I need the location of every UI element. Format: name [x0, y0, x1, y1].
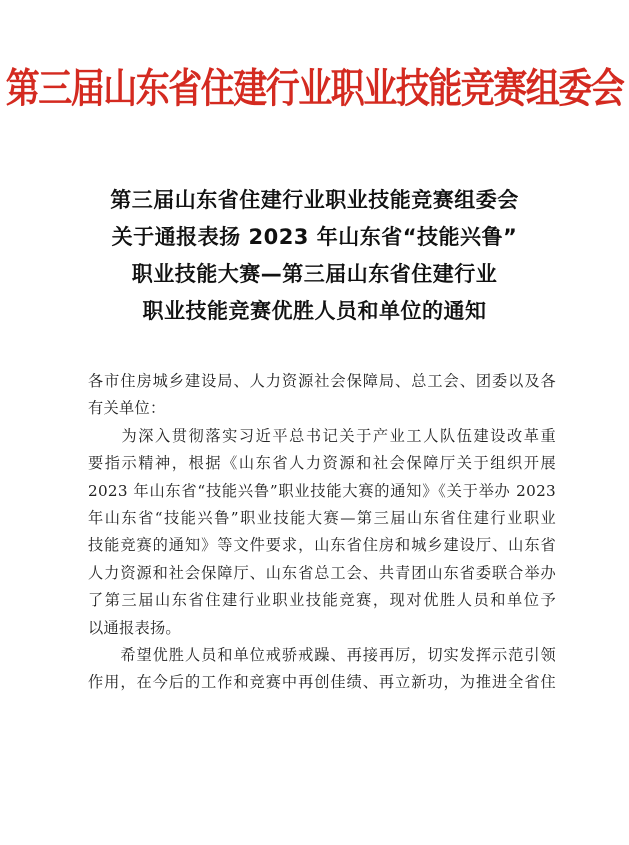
title-line: 职业技能大赛—第三届山东省住建行业	[131, 262, 498, 286]
title-line: 职业技能竞赛优胜人员和单位的通知	[142, 299, 487, 323]
notice-body	[88, 368, 556, 697]
paragraph-line: 2023 年山东省“技能兴鲁”职业技能大赛的通知》《关于举办 2023	[88, 481, 556, 500]
addressee-line: 各市住房城乡建设局、人力资源社会保障局、总工会、团委以及各	[88, 372, 556, 390]
paragraph-line: 作用，在今后的工作和竞赛中再创佳绩、再立新功，为推进全省住	[88, 673, 556, 692]
paragraph-line: 了第三届山东省住建行业职业技能竞赛，现对优胜人员和单位予	[88, 591, 556, 610]
masthead-red-rule	[60, 132, 570, 135]
paragraph-line: 技能竞赛的通知》等文件要求，山东省住房和城乡建设厅、山东省	[88, 536, 556, 555]
paragraph-line: 为深入贯彻落实习近平总书记关于产业工人队伍建设改革重	[88, 426, 556, 445]
masthead-org-name: 第三届山东省住建行业职业技能竞赛组委会	[5, 65, 624, 113]
paragraph-line: 要指示精神，根据《山东省人力资源和社会保障厅关于组织开展	[88, 454, 556, 473]
paragraph-line: 年山东省“技能兴鲁”职业技能大赛—第三届山东省住建行业职业	[88, 508, 556, 527]
paragraph-line: 以通报表扬。	[88, 618, 181, 637]
paragraph-line: 希望优胜人员和单位戒骄戒躁、再接再厉，切实发挥示范引领	[88, 645, 556, 664]
title-line: 第三届山东省住建行业职业技能竞赛组委会	[110, 188, 519, 212]
title-line: 关于通报表扬 2023 年山东省“技能兴鲁”	[111, 225, 518, 249]
addressee-line: 有关单位：	[88, 399, 166, 418]
paragraph-line: 人力资源和社会保障厅、山东省总工会、共青团山东省委联合举办	[88, 563, 556, 582]
notice-title	[0, 182, 629, 330]
